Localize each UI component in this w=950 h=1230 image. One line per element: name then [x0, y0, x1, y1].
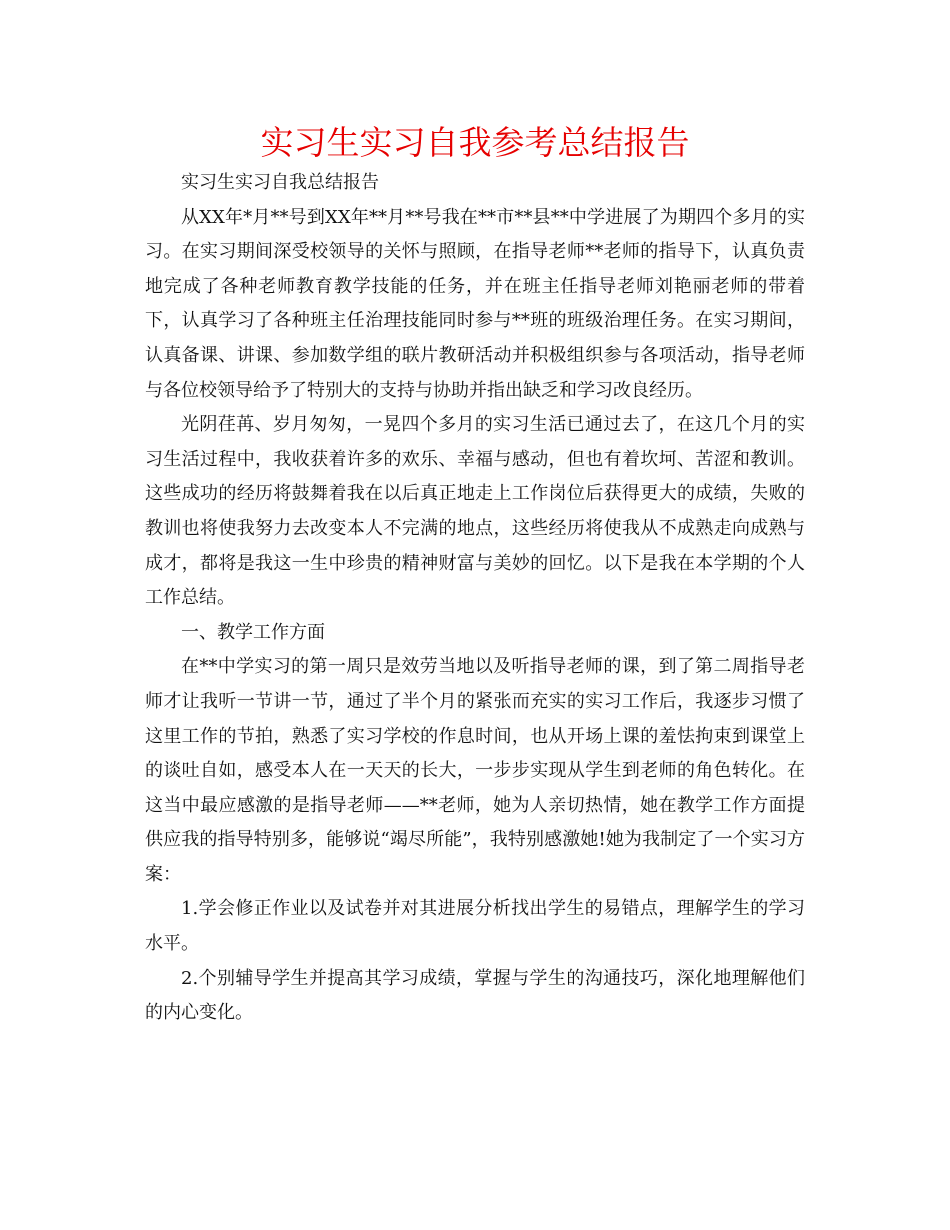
document-body — [145, 166, 805, 1031]
reflection-paragraph: 光阴荏苒、岁月匆匆，一晃四个多月的实习生活已通过去了，在这几个月的实习生活过程中，我收获着许多的欢乐、幸福与感动，但也有着坎坷、苦涩和教训。这些成功的经历将鼓舞着我在以后真正地走上工作岗位后获得更大的成绩，失败的教训也将使我努力去改变本人不完满的地点，这些经历将使我从不成熟走向成熟与成才，都将是我这一生中珍贵的精神财富与美妙的回忆。以下是我在本学期的个人工作总结。 — [145, 414, 805, 609]
document-title: 实习生实习自我参考总结报告 — [260, 123, 690, 162]
teaching-paragraph: 在**中学实习的第一周只是效劳当地以及听指导老师的课，到了第二周指导老师才让我听一节讲一节，通过了半个月的紧张而充实的实习工作后，我逐步习惯了这里工作的节拍，熟悉了实习学校的作息时间，也从开场上课的羞怯拘束到课堂上的谈吐自如，感受本人在一天天的长大，一步步实现从学生到老师的角色转化。在这当中最应感激的是指导老师——**老师，她为人亲切热情，她在教学工作方面提供应我的指导特别多，能够说“竭尽所能”，我特别感激她!她为我制定了一个实习方案： — [145, 656, 805, 885]
section-heading-teaching: 一、教学工作方面 — [181, 621, 325, 643]
plan-item-1: 1.学会修正作业以及试卷并对其进展分析找出学生的易错点，理解学生的学习水平。 — [145, 898, 805, 955]
intro-paragraph: 从XX年*月**号到XX年**月**号我在**市**县**中学进展了为期四个多月的实习。在实习期间深受校领导的关怀与照顾，在指导老师**老师的指导下，认真负责地完成了各种老师教育教学技能的任务，并在班主任指导老师刘艳丽老师的带着下，认真学习了各种班主任治理技能同时参与**班的班级治理任务。在实习期间，认真备课、讲课、参加数学组的联片教研活动并积极组织参与各项活动，指导老师与各位校领导给予了特别大的支持与协助并指出缺乏和学习改良经历。 — [145, 206, 805, 401]
subtitle-paragraph: 实习生实习自我总结报告 — [181, 172, 379, 193]
plan-item-2: 2.个别辅导学生并提高其学习成绩，掌握与学生的沟通技巧，深化地理解他们的内心变化。 — [145, 967, 805, 1024]
